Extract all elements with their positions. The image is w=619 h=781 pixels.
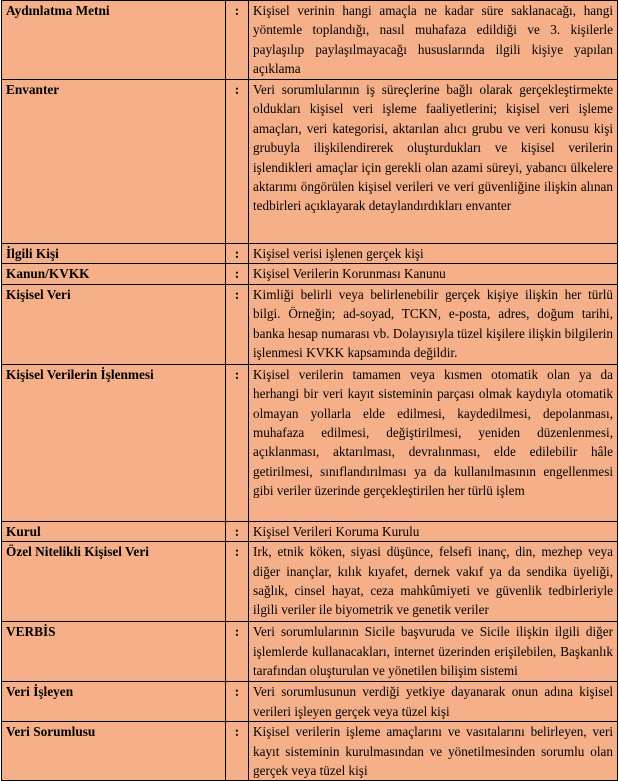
term-cell: Kanun/KVKK <box>2 264 226 284</box>
term-cell: Aydınlatma Metni <box>2 1 226 80</box>
table-row <box>2 682 618 722</box>
colon-cell: : <box>226 284 249 364</box>
term-cell: Veri Sorumlusu <box>2 722 226 781</box>
definition-cell: Veri sorumlularının iş süreçlerine bağlı olarak gerçekleştirmekte oldukları kişisel veri işleme faaliyetlerini; kişisel veri işleme amaçları, veri kategorisi, aktarılan alıcı grubu ve veri konusu kişi grubuyla ilişkilendirerek oluşturdukları ve kişisel verilerin işlendikleri amaçlar için gerekli olan azami süreyi, yabancı ülkelere aktarımı öngörülen kişisel verileri ve veri güvenliğine ilişkin alınan tedbirleri açıklayarak detaylandırdıkları envanter <box>249 80 618 244</box>
definition-cell: Kişisel verilerin işleme amaçlarını ve vasıtalarını belirleyen, veri kayıt sisteminin kurulmasından ve yönetilmesinden sorumlu olan gerçek veya tüzel kişi <box>249 722 618 781</box>
table-row <box>2 622 618 682</box>
definition-cell: Irk, etnik köken, siyasi düşünce, felsefi inanç, din, mezhep veya diğer inançlar, kılık kıyafet, dernek vakıf ya da sendika üyeliği, sağlık, cinsel hayat, ceza mahkûmiyeti ve güvenlik tedbirleriyle ilgili veriler ile biyometrik ve genetik veriler <box>249 542 618 622</box>
table-row <box>2 264 618 284</box>
definition-cell: Kişisel Verileri Koruma Kurulu <box>249 521 618 541</box>
table-row <box>2 284 618 364</box>
term-cell: Kişisel Veri <box>2 284 226 364</box>
definition-cell: Veri sorumlularının Sicile başvuruda ve Sicile ilişkin ilgili diğer işlemlerde kullanacakları, internet üzerinden erişilebilen, Başkanlık tarafından oluşturulan ve yönetilen bilişim sistemi <box>249 622 618 682</box>
table-row <box>2 1 618 80</box>
table-row <box>2 364 618 521</box>
definition-cell: Kişisel verinin hangi amaçla ne kadar süre saklanacağı, hangi yöntemle toplandığı, nasıl muhafaza edildiği ve 3. kişilerle paylaşılıp paylaşılmayacağı hususlarında ilgili kişiye yapılan açıklama <box>249 1 618 80</box>
table-row <box>2 542 618 622</box>
colon-cell: : <box>226 80 249 244</box>
definition-cell: Kişisel verisi işlenen gerçek kişi <box>249 244 618 264</box>
term-cell: Envanter <box>2 80 226 244</box>
colon-cell: : <box>226 364 249 521</box>
table-row <box>2 521 618 541</box>
definition-cell: Kimliği belirli veya belirlenebilir gerçek kişiye ilişkin her türlü bilgi. Örneğin; ad-soyad, TCKN, e-posta, adres, doğum tarihi, banka hesap numarası vb. Dolayısıyla tüzel kişilere ilişkin bilgilerin işlenmesi KVKK kapsamında değildir. <box>249 284 618 364</box>
colon-cell: : <box>226 264 249 284</box>
term-cell: VERBİS <box>2 622 226 682</box>
definition-cell: Kişisel verilerin tamamen veya kısmen otomatik olan ya da herhangi bir veri kayıt sisteminin parçası olmak kaydıyla otomatik olmayan yollarla elde edilmesi, kaydedilmesi, depolanması, muhafaza edilmesi, değiştirilmesi, yeniden düzenlenmesi, açıklanması, aktarılması, devralınması, elde edilebilir hâle getirilmesi, sınıflandırılması ya da kullanılmasının engellenmesi gibi veriler üzerinde gerçekleştirilen her türlü işlem <box>249 364 618 521</box>
colon-cell: : <box>226 244 249 264</box>
table-row <box>2 80 618 244</box>
term-cell: Veri İşleyen <box>2 682 226 722</box>
colon-cell: : <box>226 682 249 722</box>
definition-cell: Veri sorumlusunun verdiği yetkiye dayanarak onun adına kişisel verileri işleyen gerçek veya tüzel kişi <box>249 682 618 722</box>
table-row <box>2 722 618 781</box>
term-cell: Özel Nitelikli Kişisel Veri <box>2 542 226 622</box>
colon-cell: : <box>226 521 249 541</box>
table-row <box>2 244 618 264</box>
term-cell: Kişisel Verilerin İşlenmesi <box>2 364 226 521</box>
term-cell: İlgili Kişi <box>2 244 226 264</box>
definition-cell: Kişisel Verilerin Korunması Kanunu <box>249 264 618 284</box>
colon-cell: : <box>226 542 249 622</box>
colon-cell: : <box>226 1 249 80</box>
colon-cell: : <box>226 622 249 682</box>
term-cell: Kurul <box>2 521 226 541</box>
colon-cell: : <box>226 722 249 781</box>
definitions-table <box>1 0 618 781</box>
